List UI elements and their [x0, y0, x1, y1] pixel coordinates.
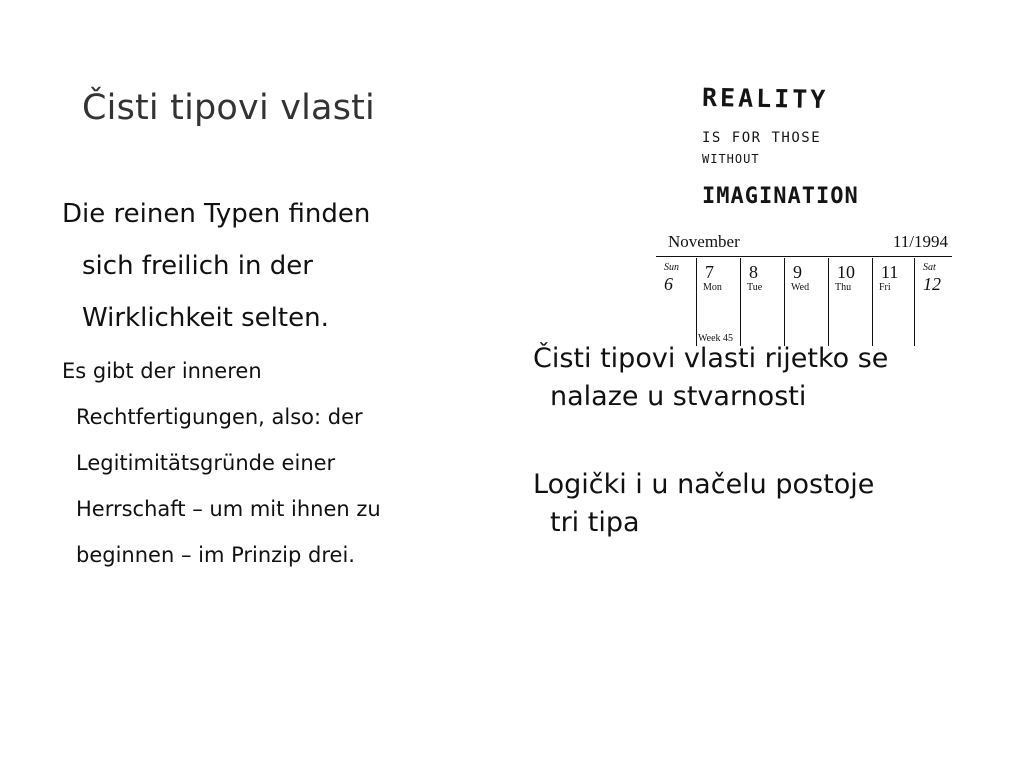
text-line: Rechtfertigungen, also: der [76, 405, 363, 429]
text-line: Čisti tipovi vlasti rijetko se [533, 343, 889, 374]
day-number: 12 [923, 274, 941, 294]
handwritten-reality: REALITY [701, 82, 829, 115]
day-name: Wed [791, 282, 810, 293]
calendar-header [656, 230, 952, 257]
calendar-date: 11/1994 [892, 232, 948, 251]
day-name: Thu [835, 282, 852, 293]
text-line: Herrschaft – um mit ihnen zu [76, 497, 381, 521]
day-name: Tue [747, 282, 763, 293]
day-number: 10 [837, 262, 855, 282]
calendar-week-label: Week 45 [698, 333, 734, 344]
german-paragraph-1 [62, 188, 512, 344]
day-number: 6 [664, 274, 673, 294]
reality-calendar-image [654, 78, 954, 346]
german-paragraph-2 [62, 348, 512, 578]
text-line: Die reinen Typen finden [62, 199, 371, 229]
day-name: Mon [703, 282, 722, 293]
text-line: Legitimitätsgründe einer [76, 451, 336, 475]
text-line: Wirklichkeit selten. [82, 303, 329, 333]
calendar-day-sun [656, 258, 692, 346]
calendar-days [656, 258, 952, 346]
text-line: Es gibt der inneren [62, 359, 262, 383]
handwritten-imagination: IMAGINATION [702, 184, 859, 209]
day-name: Sun [664, 262, 679, 273]
calendar-day-sat [914, 258, 951, 346]
calendar-day-thu [828, 258, 865, 346]
text-line: Logički i u načelu postoje [533, 469, 875, 500]
calendar-day-tue [740, 258, 777, 346]
slide-title: Čisti tipovi vlasti [82, 88, 375, 128]
calendar-month: November [668, 232, 740, 251]
day-name: Fri [879, 282, 891, 293]
text-line: sich freilich in der [82, 251, 313, 281]
croatian-text-column [533, 340, 973, 542]
handwritten-is-for-those: IS FOR THOSE [702, 130, 822, 146]
croatian-point-1 [533, 340, 973, 416]
croatian-point-2 [533, 466, 973, 542]
day-number: 9 [793, 262, 802, 282]
text-line: beginnen – im Prinzip drei. [76, 543, 355, 567]
calendar-day-fri [872, 258, 909, 346]
day-number: 7 [705, 262, 714, 282]
day-number: 8 [749, 262, 758, 282]
calendar-strip [656, 230, 952, 346]
day-name: Sat [923, 262, 936, 273]
handwritten-without: WITHOUT [702, 152, 760, 166]
text-line: tri tipa [550, 507, 640, 538]
text-line: nalaze u stvarnosti [550, 381, 807, 412]
german-text-column [62, 188, 512, 578]
calendar-day-wed [784, 258, 821, 346]
day-number: 11 [881, 262, 899, 282]
